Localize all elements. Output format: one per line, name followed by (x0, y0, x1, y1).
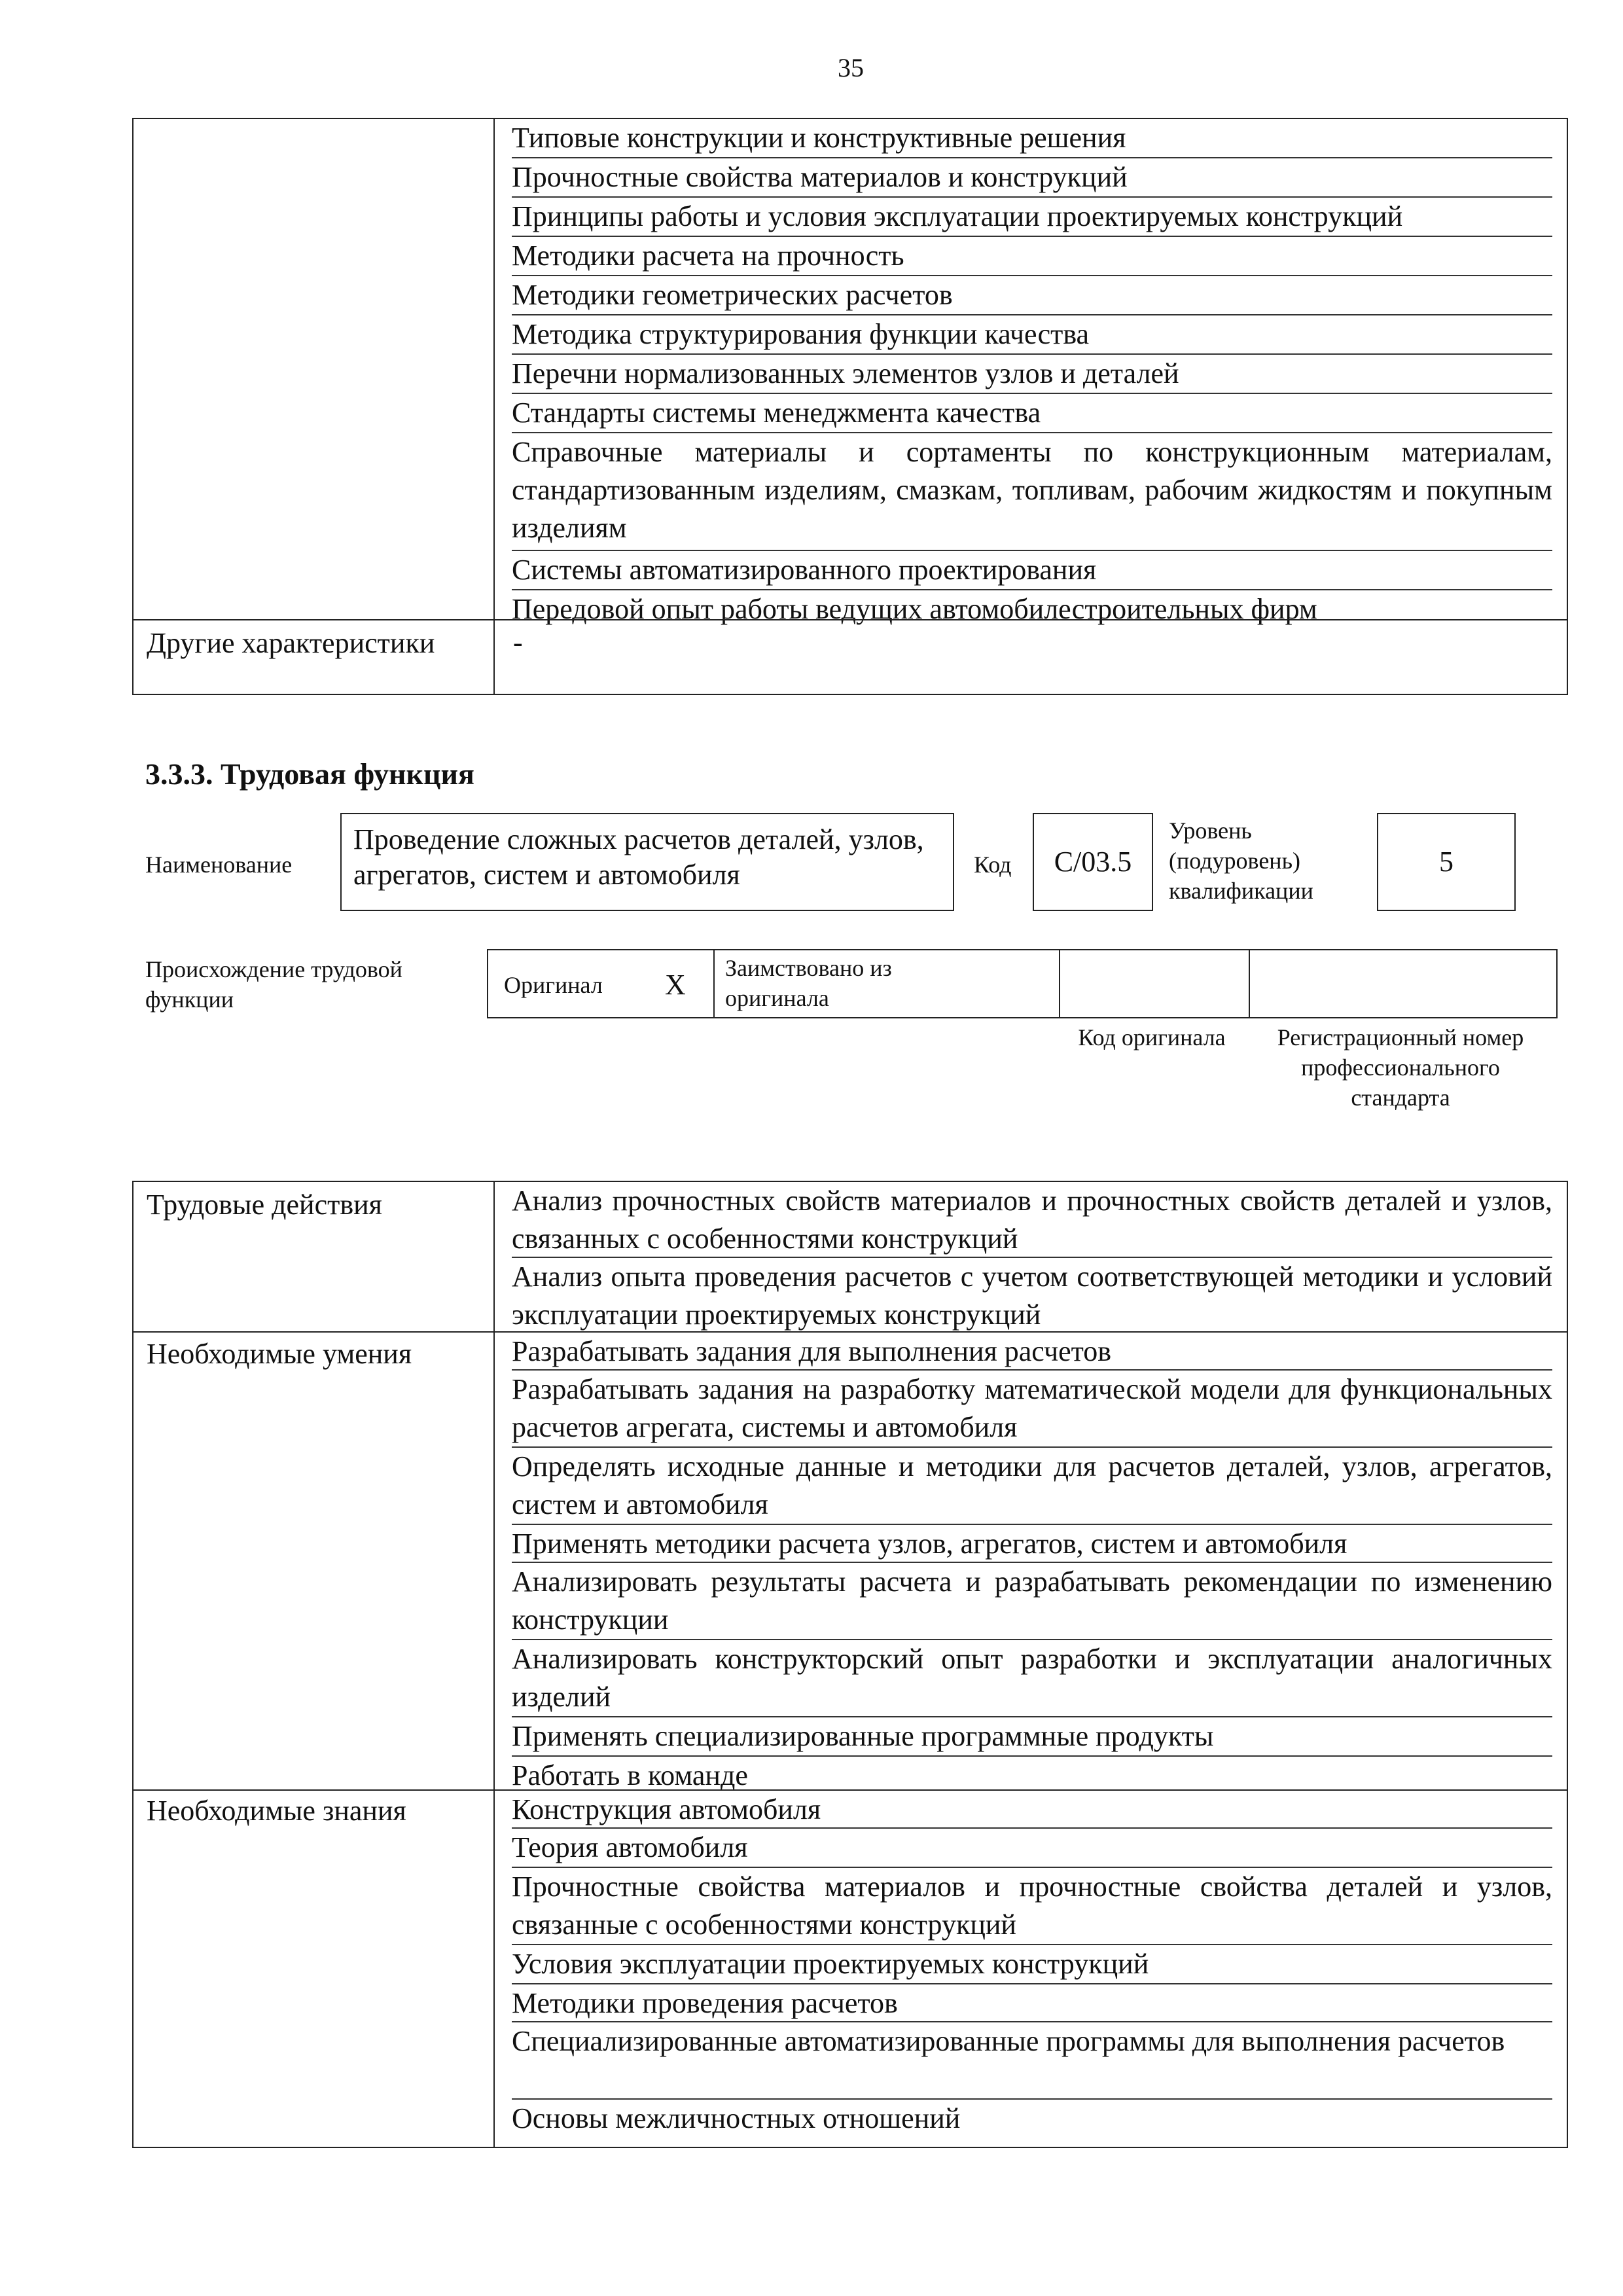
original-label: Оригинал (504, 972, 603, 998)
knowledge-item: Принципы работы и условия эксплуатации проектируемых конструкций (512, 198, 1552, 237)
other-characteristics-label: Другие характеристики (147, 627, 435, 659)
name-label: Наименование (145, 852, 293, 878)
main-table (132, 1181, 1568, 2148)
actions-cell (495, 1182, 1567, 1330)
code-label: Код (974, 852, 1012, 878)
skill-item: Разрабатывать задания для выполнения расчетов (512, 1333, 1552, 1371)
skill-item: Применять специализированные программные продукты (512, 1717, 1552, 1757)
skill-item: Разрабатывать задания на разработку математической модели для функциональных расчетов агрегата, системы и автомобиля (512, 1371, 1552, 1448)
skill-item: Анализировать конструкторский опыт разработки и эксплуатации аналогичных изделий (512, 1640, 1552, 1717)
skill-item: Анализировать результаты расчета и разрабатывать рекомендации по изменению конструкции (512, 1563, 1552, 1640)
knowledge-item: Методики геометрических расчетов (512, 276, 1552, 315)
action-item: Анализ прочностных свойств материалов и прочностных свойств деталей и узлов, связанных с особенностями конструкций (512, 1182, 1552, 1258)
code-value: C/03.5 (1054, 846, 1132, 878)
borrowed-label: Заимствовано из оригинала (725, 955, 892, 1011)
level-label: Уровень (подуровень) квалификации (1169, 817, 1313, 904)
row-divider (134, 619, 1567, 620)
knowledge-item: Методика структурирования функции качества (512, 315, 1552, 355)
actions-label: Трудовые действия (147, 1189, 382, 1221)
knowledge-label: Необходимые знания (147, 1795, 406, 1827)
knowledge-cell (495, 1791, 1567, 2148)
section-title: 3.3.3. Трудовая функция (145, 757, 474, 791)
top-table (132, 118, 1568, 695)
knowledge-item: Прочностные свойства материалов и прочностные свойства деталей и узлов, связанные с особенностями конструкций (512, 1868, 1552, 1945)
cell-divider (1059, 950, 1060, 1017)
knowledge-item: Передовой опыт работы ведущих автомобилестроительных фирм (512, 593, 1317, 625)
knowledge-item: Системы автоматизированного проектирования (512, 551, 1552, 590)
knowledge-item: Условия эксплуатации проектируемых конструкций (512, 1945, 1552, 1984)
skills-cell (495, 1333, 1567, 1791)
skill-item: Определять исходные данные и методики для расчетов деталей, узлов, агрегатов, систем и автомобиля (512, 1448, 1552, 1525)
code-box (1033, 813, 1153, 911)
top-table-right-column (495, 119, 1567, 694)
registration-number-caption: Регистрационный номер профессионального стандарта (1277, 1024, 1524, 1111)
cell-divider (713, 950, 715, 1017)
main-table-left-column (134, 1182, 495, 2147)
knowledge-item: Типовые конструкции и конструктивные решения (512, 119, 1552, 158)
knowledge-item: Методики расчета на прочность (512, 237, 1552, 276)
function-name-box (340, 813, 954, 911)
level-box (1377, 813, 1516, 911)
cell-divider (1249, 950, 1250, 1017)
knowledge-item: Прочностные свойства материалов и конструкций (512, 158, 1552, 198)
skills-label: Необходимые умения (147, 1338, 412, 1370)
skill-item: Применять методики расчета узлов, агрегатов, систем и автомобиля (512, 1525, 1552, 1563)
code-original-caption: Код оригинала (1078, 1024, 1226, 1050)
knowledge-item: Перечни нормализованных элементов узлов и деталей (512, 355, 1552, 394)
knowledge-item: Методики проведения расчетов (512, 1984, 1552, 2022)
level-value: 5 (1439, 846, 1454, 878)
knowledge-item: Основы межличностных отношений (512, 2102, 961, 2134)
page-number: 35 (838, 53, 864, 82)
top-table-left-column (134, 119, 495, 694)
skill-item: Работать в команде (512, 1759, 748, 1791)
knowledge-item: Теория автомобиля (512, 1829, 1552, 1868)
function-name-value: Проведение сложных расчетов деталей, узлов, агрегатов, систем и автомобиля (353, 823, 924, 891)
knowledge-item: Справочные материалы и сортаменты по конструкционным материалам, стандартизованным изделиям, смазкам, топливам, рабочим жидкостям и покупным изделиям (512, 433, 1552, 551)
origin-label: Происхождение трудовой функции (145, 956, 402, 1013)
other-characteristics-value: - (513, 626, 523, 658)
action-item: Анализ опыта проведения расчетов с учетом соответствующей методики и условий эксплуатации проектируемых конструкций (512, 1261, 1552, 1331)
knowledge-item: Конструкция автомобиля (512, 1791, 1552, 1829)
origin-row (487, 949, 1558, 1018)
knowledge-item: Стандарты системы менеджмента качества (512, 394, 1552, 433)
original-mark: X (665, 969, 686, 1001)
knowledge-item: Специализированные автоматизированные программы для выполнения расчетов (512, 2022, 1552, 2100)
